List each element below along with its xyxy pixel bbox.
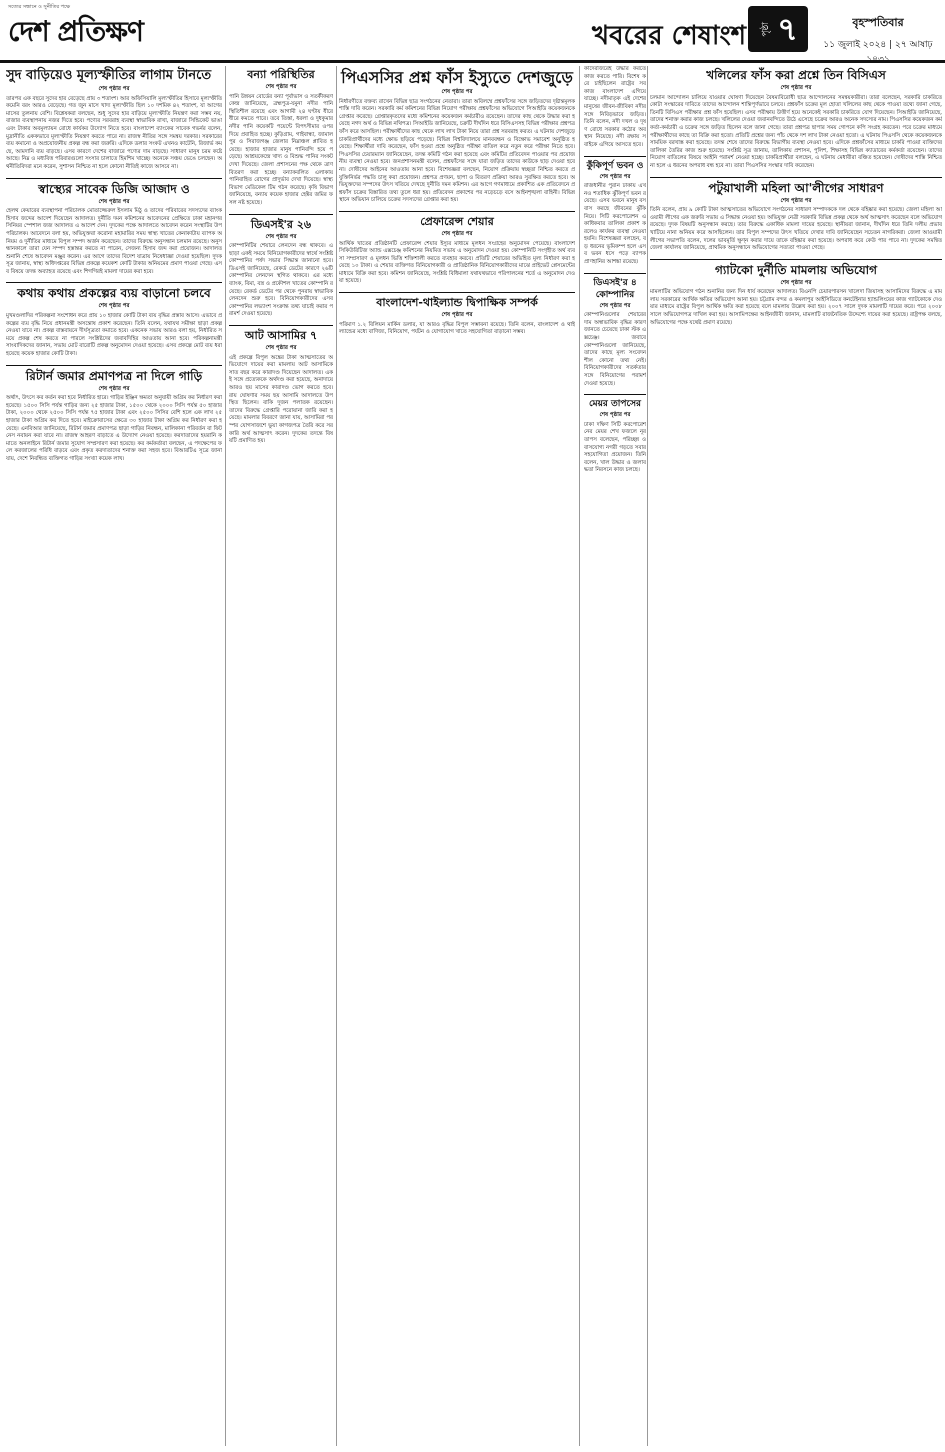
page-label: পৃষ্ঠা xyxy=(761,21,772,37)
article-headline[interactable]: সুদ বাড়িয়েও মূল্যস্ফীতির লাগাম টানতে xyxy=(6,68,212,83)
article-continued-label: শেষ পৃষ্ঠার পর xyxy=(780,85,812,91)
article-body: কোম্পানিগুলোর শেয়ারের দাম অস্বাভাবিক বৃদ্ধির কারণ জানতে চেয়েছে ঢাকা স্টক এক্সচেঞ্জ। জবাবে কোম্পানিগুলো জানিয়েছে, তাদের কাছে মূল্য সংবেদনশীল কোনো তথ্য নেই। বিনিয়োগকারীদের সতর্কতার সঙ্গে বিনিয়োগের পরামর্শ দেওয়া হয়েছে। xyxy=(584,312,646,387)
article-continued-label: শেষ পৃষ্ঠার পর xyxy=(441,230,473,237)
article-headline[interactable]: রিটার্ন জমার প্রমাণপত্র না দিলে গাড়ি xyxy=(25,368,203,383)
article-continued-label: শেষ পৃষ্ঠার পর xyxy=(599,412,631,419)
article-river xyxy=(584,66,646,150)
article-health xyxy=(6,182,222,277)
article-continued-label: শেষ পৃষ্ঠার পর xyxy=(265,345,297,352)
article-continued-label: শেষ পৃষ্ঠার পর xyxy=(780,197,812,204)
article-headline[interactable]: বন্যা পরিস্থিতির xyxy=(247,68,315,81)
article-gatco xyxy=(650,263,942,328)
divider xyxy=(584,273,646,274)
divider xyxy=(339,211,575,212)
column-5 xyxy=(650,66,942,1446)
divider xyxy=(584,156,646,157)
divider xyxy=(6,282,222,283)
article-patuakhali xyxy=(650,181,942,253)
publication-day: বৃহস্পতিবার xyxy=(852,16,904,29)
publication-date: ১১ জুলাই ২০২৪ | ২৭ আষাঢ় ১৪৩১ xyxy=(823,40,933,65)
column-rule xyxy=(336,66,337,1446)
article-headline[interactable]: পটুয়াখালী মহিলা আ'লীগের সাধারণ xyxy=(708,180,884,195)
article-bcs xyxy=(650,68,942,171)
divider xyxy=(6,178,222,179)
article-continued-label: শেষ পৃষ্ঠার পর xyxy=(98,86,130,92)
article-body: পরিমাণ ১.২ বিলিয়ন মার্কিন ডলার, যা আরও বৃদ্ধির বিপুল সম্ভাবনা রয়েছে। তিনি বলেন, বাংলাদেশ ও থাইল্যান্ডের মধ্যে বাণিজ্য, বিনিয়োগ, পর্যটন ও যোগাযোগ খাতে সহযোগিতা বাড়ানো সম্ভব। xyxy=(339,321,575,336)
article-thailand xyxy=(339,296,575,337)
masthead-tagline: সত্যের সন্ধানে ও সুনীতির পক্ষে xyxy=(8,4,71,10)
page-number-badge xyxy=(748,6,808,52)
divider xyxy=(229,325,333,326)
article-body: মামলাটির অভিযোগ গঠন শুনানির জন্য দিন ধার্য করেছেন আদালত। বিএনপি চেয়ারপারসন খালেদা জিয়াসহ আসামিদের বিরুদ্ধে এ মামলায় সরকারের আর্থিক ক্ষতির অভিযোগ আনা হয়। চট্টগ্রাম বন্দর ও কমলাপুর আইসিডিতে কনটেইনার হ্যান্ডলিংয়ের কাজ গ্যাটকোকে দেওয়ার মাধ্যমে রাষ্ট্রের বিপুল আর্থিক ক্ষতি করা হয়েছে বলে মামলায় উল্লেখ করা হয়। ২০০৭ সালে দুদক মামলাটি দায়ের করে। পরে ২০০৮ সালে অভিযোগপত্র দাখিল করা হয়। আসামিপক্ষের আইনজীবী জানান, মামলাটি রাজনৈতিক উদ্দেশ্যে দায়ের করা হয়েছে। রাষ্ট্রপক্ষ বলছে, অভিযোগের পক্ষে যথেষ্ট প্রমাণ রয়েছে। xyxy=(650,289,942,326)
article-projects xyxy=(6,286,222,358)
column-rule xyxy=(225,66,226,1446)
article-body: তারপর এক বছরে সুদের হার বেড়েছে প্রায় ৩ শতাংশ। আর অফিসিয়ালি মূল্যস্ফীতির হিসাবে মূল্যস্ফীতি কমেনি বরং আরও বেড়েছে। গত জুন মাসে খাদ্য মূল্যস্ফীতি ছিল ১০ দশমিক ৪২ শতাংশ, যা আগের মাসের তুলনায় বেশি। বিশ্লেষকরা বলছেন, শুধু সুদের হার বাড়িয়ে মূল্যস্ফীতি নিয়ন্ত্রণ করা সম্ভব নয়, বাজার ব্যবস্থাপনায় নজর দিতে হবে। পণ্যের সরবরাহ ব্যবস্থা স্বাভাবিক রাখা, বাজারে সিন্ডিকেট ভাঙা এবং টাকার অবমূল্যায়ন রোধে কার্যকর উদ্যোগ নিতে হবে। বাংলাদেশ ব্যাংকের সাবেক গভর্নর বলেন, মুদ্রানীতি এককভাবে মূল্যস্ফীতি নিয়ন্ত্রণ করতে পারে না। রাজস্ব নীতির সঙ্গে সমন্বয় দরকার। সরকারের ব্যয় কমানো ও অপ্রয়োজনীয় প্রকল্প বন্ধ করা জরুরি। এদিকে ডলার সংকট এখনও কাটেনি, রিজার্ভ কমছে, আমদানি ব্যয় বাড়ছে। এসব কারণে দেশের বাজারে পণ্যের দাম বাড়ছে। সাধারণ মানুষ চরম কষ্টে আছে। নিম্ন ও মধ্যবিত্ত পরিবারগুলো সংসার চালাতে হিমশিম খাচ্ছে। অনেকে সঞ্চয় ভেঙে চলছেন। অর্থনীতিবিদরা মনে করেন, সুশাসন নিশ্চিত না হলে কোনো নীতিই কাজে আসবে না। xyxy=(6,95,222,170)
article-preference-share xyxy=(339,215,575,286)
article-continued-label: শেষ পৃষ্ঠার পর xyxy=(441,89,473,95)
article-headline[interactable]: স্বাস্থ্যের সাবেক ডিজি আজাদ ও xyxy=(38,181,190,196)
article-headline[interactable]: ডিএসই'র ৪ কোম্পানির xyxy=(593,277,637,300)
divider xyxy=(229,214,333,215)
article-body: হেলথ কেয়ারের ব্যবস্থাপনা পরিচালক মোতাজ্জেরুল ইসলাম মিঠু ও তাদের পরিবারের সদস্যদের ব্যাংক হিসাব জব্দের আদেশ দিয়েছেন আদালত। দুর্নীতি দমন কমিশনের আবেদনের প্রেক্ষিতে ঢাকা মহানগর সিনিয়র স্পেশাল জজ আদালত এ আদেশ দেন। দুদকের পক্ষে আদালতে আবেদন করেন সংস্থাটির উপপরিচালক। আবেদনে বলা হয়, অভিযুক্তরা করোনা মহামারির সময় স্বাস্থ্য খাতের কেনাকাটায় ব্যাপক অনিয়ম ও দুর্নীতির মাধ্যমে বিপুল সম্পদ অর্জন করেছেন। তাদের বিরুদ্ধে অনুসন্ধান চলমান রয়েছে। অনুসন্ধানকালে তারা যেন সম্পদ হস্তান্তর করতে না পারেন, সেজন্য হিসাব জব্দ করা প্রয়োজন। আদালত শুনানি শেষে আবেদন মঞ্জুর করেন। এর আগে তাদের বিদেশ যাত্রায় নিষেধাজ্ঞা দেওয়া হয়েছিল। দুদক সূত্র জানায়, স্বাস্থ্য অধিদপ্তরের বিভিন্ন প্রকল্পে কয়েকশ কোটি টাকার অনিয়মের প্রমাণ পাওয়া গেছে। এসব বিষয়ে তদন্ত অব্যাহত রয়েছে এবং শিগগিরই মামলা দায়ের করা হবে। xyxy=(6,208,222,275)
article-headline[interactable]: পিএসসির প্রশ্ন ফাঁস ইস্যুতে দেশজুড়ে xyxy=(341,68,573,87)
column-2 xyxy=(229,66,333,1446)
article-headline[interactable]: কুঁকিপূর্ণ ভবন ও xyxy=(586,160,644,171)
article-body: তিনি বলেন, প্রায় ৯ কোটি টাকা আত্মসাতের অভিযোগে সংগঠনের সাধারণ সম্পাদককে দল থেকে বহিষ্কার করা হয়েছে। জেলা মহিলা আওয়ামী লীগের এক জরুরি সভায় এ সিদ্ধান্ত নেওয়া হয়। অভিযুক্ত নেত্রী সরকারি বিভিন্ন প্রকল্প থেকে অর্থ আত্মসাৎ করেছেন বলে অভিযোগ রয়েছে। দুদক বিষয়টি অনুসন্ধান করছে। তার বিরুদ্ধে একাধিক মামলা দায়ের হয়েছে। স্থানীয়রা জানান, দীর্ঘদিন ধরে তিনি দলীয় প্রভাব খাটিয়ে নানা অনিয়ম করে আসছিলেন। তার বিপুল সম্পদের উৎস খতিয়ে দেখার দাবি জানিয়েছেন সচেতন নাগরিকরা। জেলা আওয়ামী লীগের সভাপতি বলেন, দলের ভাবমূর্তি ক্ষুণ্ন করার দায়ে তাকে বহিষ্কার করা হয়েছে। অপরাধ করে কেউ পার পাবে না। দুদকের সমন্বিত জেলা কার্যালয় জানিয়েছে, প্রাথমিক অনুসন্ধানে অভিযোগের সত্যতা পাওয়া গেছে। xyxy=(650,207,942,252)
article-headline[interactable]: বাংলাদেশ-থাইল্যান্ড দ্বিপাক্ষিক সম্পর্ক xyxy=(376,296,538,310)
column-3 xyxy=(339,66,575,1446)
divider xyxy=(650,177,942,178)
masthead xyxy=(0,0,945,63)
article-body: ঢাকা দক্ষিণ সিটি করপোরেশনের মেয়র শেখ ফজলে নূর তাপস বলেছেন, পরিচ্ছন্ন ও বাসযোগ্য নগরী গড়তে সবার সহযোগিতা প্রয়োজন। তিনি বলেন, খাল উদ্ধার ও জলাবদ্ধতা নিরসনে কাজ চলছে। xyxy=(584,421,646,474)
article-psc xyxy=(339,68,575,205)
section-title: খবরের শেষাংশ xyxy=(592,21,747,51)
article-continued-label: শেষ পৃষ্ঠার পর xyxy=(599,173,631,180)
article-body: এই প্রকল্পে বিপুল অঙ্কের টাকা আত্মসাতের অভিযোগে দায়ের করা মামলায় আট আসামিকে সাত বছর করে কারাদণ্ড দিয়েছেন আদালত। একই সঙ্গে প্রত্যেককে অর্থদণ্ড করা হয়েছে, অনাদায়ে আরও ছয় মাসের কারাদণ্ড ভোগ করতে হবে। রায় ঘোষণার সময় ছয় আসামি আদালতে উপস্থিত ছিলেন। বাকি দুজন পলাতক রয়েছেন। তাদের বিরুদ্ধে গ্রেপ্তারি পরোয়ানা জারি করা হয়েছে। মামলার বিবরণে জানা যায়, আসামিরা পরস্পর যোগসাজশে ভুয়া কাগজপত্র তৈরি করে সরকারি অর্থ আত্মসাৎ করেন। দুদকের তদন্তে বিষয়টি প্রমাণিত হয়। xyxy=(229,354,333,445)
article-continued-label: শেষ পৃষ্ঠার পর xyxy=(265,84,297,90)
column-4 xyxy=(584,66,646,1446)
article-headline[interactable]: প্রেফারেন্স শেয়ার xyxy=(420,214,494,228)
article-tax xyxy=(6,369,222,464)
article-body: আর্থিক খাতের প্রতিষ্ঠানটি প্রেফারেন্স শেয়ার ইস্যুর মাধ্যমে মূলধন সংগ্রহের অনুমোদন পেয়েছে। বাংলাদেশ সিকিউরিটিজ অ্যান্ড এক্সচেঞ্জ কমিশনের নিয়মিত সভায় এ অনুমোদন দেওয়া হয়। কোম্পানিটি সংগৃহীত অর্থ ব্যবসা সম্প্রসারণ ও মূলধন ভিত্তি শক্তিশালী করতে ব্যবহার করবে। প্রতিটি শেয়ারের অভিহিত মূল্য নির্ধারণ করা হয়েছে ১০ টাকা। এ শেয়ার ব্যক্তিগত বিনিয়োগকারী ও প্রাতিষ্ঠানিক বিনিয়োগকারীদের মাঝে প্রাইভেট প্লেসমেন্টের মাধ্যমে বিক্রি করা হবে। কমিশন জানিয়েছে, সংশ্লিষ্ট বিধিমালা যথাযথভাবে পরিপালনের শর্তে এ অনুমোদন দেওয়া হয়েছে। xyxy=(339,240,575,285)
article-dse26 xyxy=(229,218,333,320)
article-accused xyxy=(229,329,333,446)
article-headline[interactable]: ডিএসই'র ২৬ xyxy=(250,217,312,231)
article-continued-label: শেষ পৃষ্ঠার পর xyxy=(265,233,297,240)
article-body: অর্থাৎ, উৎসে কর কর্তন করা হবে নির্ধারিত হারে। গাড়ির ইঞ্জিন ক্ষমতা অনুযায়ী অগ্রিম কর নির্ধারণ করা হয়েছে। ১৫০০ সিসি পর্যন্ত গাড়ির জন্য ২৫ হাজার টাকা, ১৫০০ থেকে ২০০০ সিসি পর্যন্ত ৫০ হাজার টাকা, ২০০০ থেকে ২৫০০ সিসি পর্যন্ত ৭৫ হাজার টাকা এবং ২৫০০ সিসির বেশি হলে এক লাখ ২৫ হাজার টাকা অগ্রিম কর দিতে হবে। মাইক্রোবাসের ক্ষেত্রে ৩০ হাজার টাকা অগ্রিম কর নির্ধারণ করা হয়েছে। এনবিআর জানিয়েছে, রিটার্ন জমার প্রমাণপত্র ছাড়া গাড়ির নিবন্ধন, মালিকানা পরিবর্তন বা ফিটনেস নবায়ন করা যাবে না। রাজস্ব আহরণ বাড়াতে এ উদ্যোগ নেওয়া হয়েছে। করদাতাদের হয়রানি কমাতে অনলাইনে রিটার্ন জমার সুযোগ সম্প্রসারণ করা হয়েছে। কর কর্মকর্তারা বলছেন, এ পদক্ষেপের ফলে করজালের পরিধি বাড়বে এবং প্রকৃত করদাতাদের শনাক্ত করা সহজ হবে। বিআরটিএ সূত্রে জানা যায়, দেশে নিবন্ধিত ব্যক্তিগত গাড়ির সংখ্যা কয়েক লাখ। xyxy=(6,395,222,462)
article-continued-label: শেষ পৃষ্ঠার পর xyxy=(98,385,130,392)
article-continued-label: শেষ পৃষ্ঠার পর xyxy=(98,303,130,310)
article-continued-label: শেষ পৃষ্ঠার পর xyxy=(98,198,130,205)
article-headline[interactable]: মেয়র তাপসের xyxy=(588,399,642,410)
column-rule xyxy=(647,66,648,1446)
article-inflation xyxy=(6,68,222,172)
page-number: ৭ xyxy=(777,10,798,48)
article-body: কাদেরজিরেই উদ্ধার করতে কাজ করতে পারি। বিশেষ করে চাইছিলেন রাষ্ট্রের সব কাজ বাংলাদেশ এগিয়ে যাচ্ছে। নদীমাতৃক এই দেশের মানুষের জীবন-জীবিকা নদীর সঙ্গে নিবিড়ভাবে জড়িত। তিনি বলেন, নদী দখল ও দূষণ রোধে সরকার কঠোর অবস্থান নিয়েছে। নদী রক্ষায় সবাইকে এগিয়ে আসতে হবে। xyxy=(584,66,646,148)
article-body: নির্ধারণীতে বক্তব্য রাখেন বিভিন্ন ছাত্র সংগঠনের নেতারা। তারা অবিলম্বে প্রশ্নফাঁসের সঙ্গে জড়িতদের দৃষ্টান্তমূলক শাস্তি দাবি করেন। সরকারি কর্ম কমিশনের বিভিন্ন নিয়োগ পরীক্ষায় প্রশ্নফাঁসের অভিযোগে সিআইডি কয়েকজনকে গ্রেপ্তার করেছে। গ্রেপ্তারকৃতদের মধ্যে কমিশনের কয়েকজন কর্মচারীও রয়েছেন। তাদের কাছ থেকে উদ্ধার করা হয়েছে নগদ অর্থ ও বিভিন্ন নথিপত্র। সিআইডি জানিয়েছে, চক্রটি দীর্ঘদিন ধরে বিসিএসসহ বিভিন্ন পরীক্ষার প্রশ্নপত্র ফাঁস করে আসছিল। পরীক্ষার্থীদের কাছ থেকে লাখ লাখ টাকা নিয়ে তারা প্রশ্ন সরবরাহ করত। এ ঘটনায় দেশজুড়ে চাকরিপ্রার্থীদের মধ্যে ক্ষোভ ছড়িয়ে পড়েছে। বিভিন্ন বিশ্ববিদ্যালয়ে মানববন্ধন ও বিক্ষোভ সমাবেশ অনুষ্ঠিত হয়েছে। শিক্ষার্থীরা দাবি করেছেন, ফাঁস হওয়া প্রশ্নে অনুষ্ঠিত পরীক্ষা বাতিল করে নতুন করে পরীক্ষা নিতে হবে। পিএসসির চেয়ারম্যান জানিয়েছেন, তদন্ত কমিটি গঠন করা হয়েছে এবং কমিটির প্রতিবেদন পাওয়ার পর প্রয়োজনীয় ব্যবস্থা নেওয়া হবে। জনপ্রশাসনমন্ত্রী বলেন, প্রশ্নফাঁসের সঙ্গে যারা জড়িত তাদের কাউকে ছাড় দেওয়া হবে না। দোষীদের আইনের আওতায় আনা হবে। বিশেষজ্ঞরা বলছেন, নিয়োগ প্রক্রিয়ায় স্বচ্ছতা নিশ্চিত করতে প্রযুক্তিনির্ভর পদ্ধতি চালু করা প্রয়োজন। প্রশ্নপত্র প্রণয়ন, ছাপা ও বিতরণ প্রক্রিয়া আরও সুরক্ষিত করতে হবে। অভিযুক্তদের সম্পদের উৎস খতিয়ে দেখছে দুর্নীতি দমন কমিশন। এর আগে গণমাধ্যমে প্রকাশিত এক প্রতিবেদনে প্রশ্নফাঁস চক্রের বিস্তারিত তথ্য তুলে ধরা হয়। প্রতিবেদন প্রকাশের পর নড়েচড়ে বসে আইনশৃঙ্খলা বাহিনী। বিভিন্ন স্থানে অভিযান চালিয়ে চক্রের সদস্যদের গ্রেপ্তার করা হয়। xyxy=(339,98,575,204)
article-mayor xyxy=(584,398,646,475)
article-flood xyxy=(229,68,333,208)
article-body: পানি উন্নয়ন বোর্ডের বন্যা পূর্বাভাস ও সতর্কীকরণ কেন্দ্র জানিয়েছে, ব্রহ্মপুত্র-যমুনা নদীর পানি স্থিতিশীল রয়েছে এবং আগামী ২৪ ঘণ্টায় ধীরে ধীরে কমতে পারে। তবে তিস্তা, ধরলা ও দুধকুমার নদীর পানি কয়েকটি পয়েন্টে বিপৎসীমার ওপর দিয়ে প্রবাহিত হচ্ছে। কুড়িগ্রাম, গাইবান্ধা, জামালপুর ও সিরাজগঞ্জ জেলার নিম্নাঞ্চল প্লাবিত হয়েছে। হাজার হাজার মানুষ পানিবন্দি হয়ে পড়েছে। আশ্রয়কেন্দ্রে খাদ্য ও বিশুদ্ধ পানির সংকট দেখা দিয়েছে। জেলা প্রশাসনের পক্ষ থেকে ত্রাণ বিতরণ করা হচ্ছে। বন্যাকবলিত এলাকায় পানিবাহিত রোগের প্রাদুর্ভাব দেখা দিয়েছে। স্বাস্থ্য বিভাগ মেডিকেল টিম গঠন করেছে। কৃষি বিভাগ জানিয়েছে, বন্যায় কয়েক হাজার হেক্টর জমির ফসল নষ্ট হয়েছে। xyxy=(229,93,333,206)
column-rule xyxy=(579,66,580,1446)
article-headline[interactable]: খলিলের ফাঁস করা প্রশ্নে তিন বিসিএস xyxy=(706,68,886,82)
column-1 xyxy=(6,66,222,1446)
article-body: রাজধানীর পুরান ঢাকায় এখনও শতাধিক ঝুঁকিপূর্ণ ভবন রয়েছে। এসব ভবনে মানুষ বসবাস করছে জীবনের ঝুঁকি নিয়ে। সিটি করপোরেশন একাধিকবার তালিকা প্রকাশ করলেও কার্যকর ব্যবস্থা নেওয়া হয়নি। বিশেষজ্ঞরা বলছেন, বড় ধরনের ভূমিকম্প হলে এসব ভবন ধসে পড়ে ব্যাপক প্রাণহানির আশঙ্কা রয়েছে। xyxy=(584,183,646,266)
article-body: কোম্পানিটির শেয়ারে লেনদেন বন্ধ থাকবে। এছাড়া একই সময়ে বিনিয়োগকারীদের স্বার্থে সংশ্লিষ্ট কোম্পানির পর্ষদ সভার সিদ্ধান্ত জানানো হবে। ডিএসই জানিয়েছে, রেকর্ড ডেটের কারণে ২৬টি কোম্পানির লেনদেন স্থগিত থাকবে। এর মধ্যে ব্যাংক, বিমা, বস্ত্র ও প্রকৌশল খাতের কোম্পানি রয়েছে। রেকর্ড ডেটের পর থেকে পুনরায় স্বাভাবিক লেনদেন শুরু হবে। বিনিয়োগকারীদের এসব কোম্পানির লভ্যাংশ সংক্রান্ত তথ্য যাচাই করার পরামর্শ দেওয়া হয়েছে। xyxy=(229,243,333,318)
article-continued-label: শেষ পৃষ্ঠার পর xyxy=(441,312,473,319)
divider xyxy=(650,259,942,260)
dateline xyxy=(816,14,940,67)
article-headline[interactable]: গ্যাটকো দুর্নীতি মামলায় অভিযোগ xyxy=(714,262,878,277)
article-dse4 xyxy=(584,277,646,389)
article-headline[interactable]: কথায় কথায় প্রকল্পের ব্যয় বাড়ানো চলবে xyxy=(17,286,211,301)
article-body: মুখমণ্ডলাদির পরিকল্পনা সংশোধন করে প্রায় ১০ হাজার কোটি টাকা ব্যয় বৃদ্ধির প্রস্তাব আসে। এভাবে প্রকল্পের ব্যয় বৃদ্ধি নিয়ে প্রধানমন্ত্রী অসন্তোষ প্রকাশ করেছেন। তিনি বলেন, যথাযথ সমীক্ষা ছাড়া প্রকল্প নেওয়া যাবে না। প্রকল্প বাস্তবায়নে দীর্ঘসূত্রতা কমাতে হবে। একনেক সভায় আরও বলা হয়, নির্ধারিত সময়ে প্রকল্প শেষ করতে না পারলে সংশ্লিষ্টদের জবাবদিহির আওতায় আনা হবে। পরিকল্পনামন্ত্রী সাংবাদিকদের জানান, সভায় মোট বারোটি প্রকল্প অনুমোদন দেওয়া হয়েছে। এসব প্রকল্পে মোট ব্যয় ধরা হয়েছে কয়েক হাজার কোটি টাকা। xyxy=(6,313,222,358)
article-headline[interactable]: আট আসামির ৭ xyxy=(244,329,318,343)
article-body: চলমান আন্দোলন চালিয়ে যাওয়ার ঘোষণা দিয়েছেন বৈষম্যবিরোধী ছাত্র আন্দোলনের সমন্বয়কারীরা। তারা বলেছেন, সরকারি চাকরিতে কোটা সংস্কারের দাবিতে তাদের আন্দোলন শান্তিপূর্ণভাবে চলবে। প্রশ্নফাঁস চক্রের মূল হোতা খলিলের কাছ থেকে পাওয়া তথ্যে জানা গেছে, তিনটি বিসিএস পরীক্ষার প্রশ্ন ফাঁস হয়েছিল। এসব পরীক্ষায় উত্তীর্ণ হয়ে অনেকেই সরকারি চাকরিতে যোগ দিয়েছেন। সিআইডি জানিয়েছে, তাদের শনাক্ত করার কাজ চলছে। খলিলের দেওয়া জবানবন্দিতে উঠে এসেছে চক্রের আরও অনেক সদস্যের নাম। পিএসসির কয়েকজন কর্মকর্তা-কর্মচারী এ চক্রের সঙ্গে জড়িত ছিলেন বলে জানা গেছে। তারা প্রশ্নপত্র ছাপার সময় গোপনে কপি সংগ্রহ করতেন। পরে চক্রের মাধ্যমে পরীক্ষার্থীদের কাছে তা বিক্রি করা হতো। প্রতিটি প্রশ্নের জন্য পাঁচ থেকে দশ লাখ টাকা নেওয়া হতো। এ ঘটনায় পিএসসি থেকে কয়েকজনকে সাময়িক বরখাস্ত করা হয়েছে। তদন্ত শেষে তাদের বিরুদ্ধে বিভাগীয় ব্যবস্থা নেওয়া হবে। এদিকে প্রশ্নফাঁসের মাধ্যমে চাকরি পাওয়া ব্যক্তিদের তালিকা তৈরির কাজ শুরু হয়েছে। সংশ্লিষ্ট সূত্র জানায়, তালিকায় প্রশাসন, পুলিশ, শিক্ষাসহ বিভিন্ন ক্যাডারের কর্মকর্তা রয়েছেন। তাদের নিয়োগ বাতিলের বিষয়ে আইনি পরামর্শ নেওয়া হচ্ছে। চাকরিপ্রার্থীরা বলছেন, এ ঘটনায় মেধাবীরা বঞ্চিত হয়েছেন। দোষীদের শাস্তি নিশ্চিত না হলে এ ধরনের অপরাধ বন্ধ হবে না। তারা পিএসসির সংস্কার দাবি করেছেন। xyxy=(650,94,942,169)
divider xyxy=(339,292,575,293)
divider xyxy=(6,365,222,366)
article-continued-label: শেষ পৃষ্ঠার পর xyxy=(599,302,631,309)
newspaper-logo[interactable]: দেশ প্রতিক্ষণ xyxy=(8,15,143,48)
article-risky-buildings xyxy=(584,160,646,267)
divider xyxy=(584,394,646,395)
article-continued-label: শেষ পৃষ্ঠার পর xyxy=(780,279,812,286)
